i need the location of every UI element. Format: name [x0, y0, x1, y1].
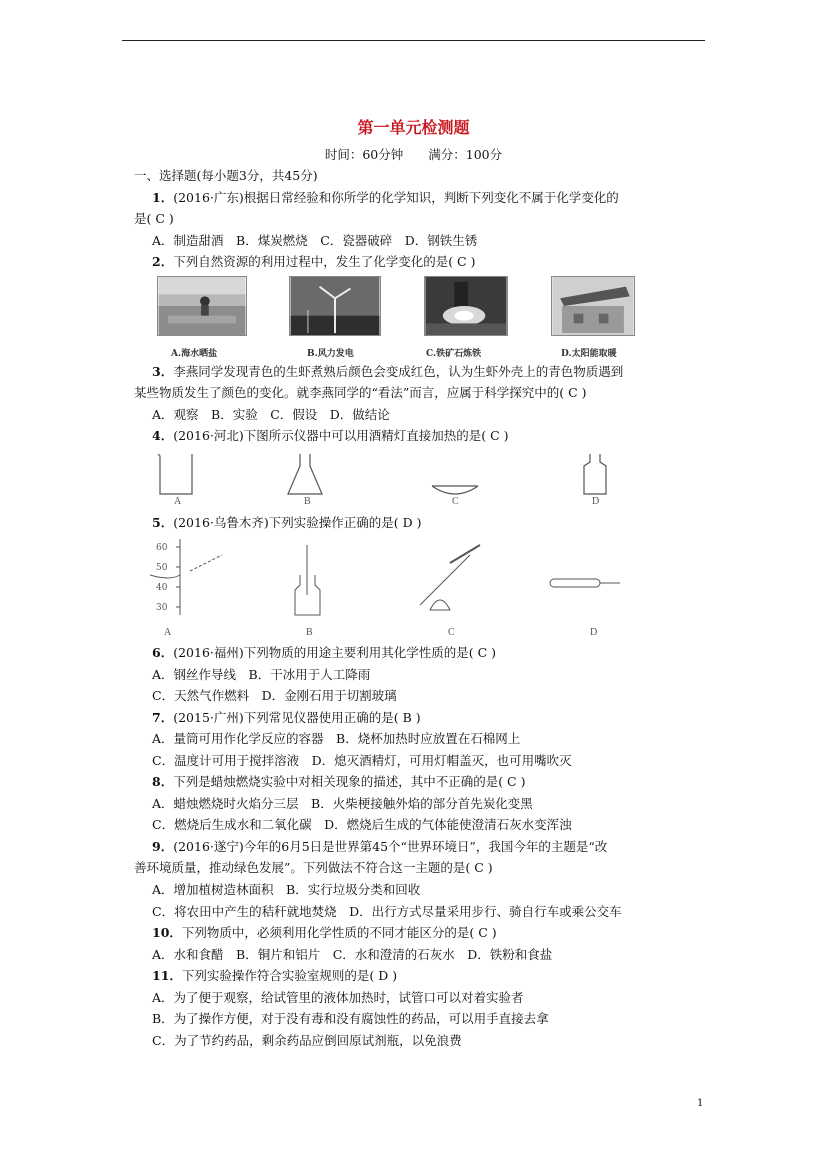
reagent-bottle-icon [584, 454, 606, 494]
question-7-options-1: A．量筒可用作化学反应的容器 B．烧杯加热时应放置在石棉网上 [152, 731, 521, 746]
question-8: 8．下列是蜡烛燃烧实验中对相关现象的描述，其中不正确的是( C ) [152, 774, 526, 789]
svg-text:30: 30 [156, 603, 168, 613]
exam-info: 时间：60分钟 满分：100分 [324, 147, 503, 162]
figure-wind-power [289, 276, 381, 359]
svg-text:40: 40 [156, 583, 168, 593]
question-4: 4．(2016·河北)下图所示仪器中可以用酒精灯直接加热的是( C ) [152, 428, 509, 443]
question-10: 10．下列物质中，必须利用化学性质的不同才能区分的是( C ) [152, 925, 497, 940]
question-1-cont: 是( C ) [134, 211, 174, 226]
question-9-options-1: A．增加植树造林面积 B．实行垃圾分类和回收 [152, 882, 421, 897]
question-3: 3．李燕同学发现青色的生虾煮熟后颜色会变成红色，认为生虾外壳上的青色物质遇到 [152, 364, 624, 379]
question-11-options-2: B．为了操作方便，对于没有毒和没有腐蚀性的药品，可以用手直接去拿 [152, 1011, 549, 1026]
question-2: 2．下列自然资源的利用过程中，发生了化学变化的是( C ) [152, 254, 476, 269]
svg-text:50: 50 [156, 563, 168, 573]
question-7-options-2: C．温度计可用于搅拌溶液 D．熄灭酒精灯，可用灯帽盖灭，也可用嘴吹灭 [152, 753, 572, 768]
question-6-options-2: C．天然气作燃料 D．金刚石用于切割玻璃 [152, 688, 397, 703]
question-6-options-1: A．钢丝作导线 B．干冰用于人工降雨 [152, 667, 371, 682]
question-9-options-2: C．将农田中产生的秸秆就地焚烧 D．出行方式尽量采用步行、骑自行车或乘公交车 [152, 904, 622, 919]
test-tube-icon [550, 579, 600, 587]
figure-solar-heating [551, 276, 635, 359]
question-1: 1．(2016·广东)根据日常经验和你所学的化学知识，判断下列变化不属于化学变化的 [152, 190, 619, 205]
caption-d: D.太阳能取暖 [561, 349, 617, 359]
question-11: 11．下列实验操作符合实验室规则的是( D ) [152, 968, 398, 983]
figure-operations [150, 535, 630, 620]
flask-icon [288, 454, 322, 494]
caption-b: B.风力发电 [307, 349, 354, 359]
alcohol-lamp-icon [430, 600, 450, 610]
question-10-options: A．水和食醋 B．铜片和铝片 C．水和澄清的石灰水 D．铁粉和食盐 [152, 947, 553, 962]
question-8-options-1: A．蜡烛燃烧时火焰分三层 B．火柴梗接触外焰的部分首先炭化变黑 [152, 796, 533, 811]
question-5: 5．(2016·乌鲁木齐)下列实验操作正确的是( D ) [152, 515, 422, 530]
page-title: 第一单元检测题 [357, 118, 470, 137]
header-rule [122, 40, 705, 41]
svg-text:60: 60 [156, 543, 168, 553]
section-heading: 一、选择题(每小题3分，共45分) [134, 168, 318, 183]
beaker-icon [158, 454, 192, 494]
question-8-options-2: C．燃烧后生成水和二氧化碳 D．燃烧后生成的气体能使澄清石灰水变浑浊 [152, 817, 572, 832]
page-number: 1 [697, 1098, 704, 1109]
caption-a: A.海水晒盐 [171, 349, 218, 359]
figure-iron-smelting [424, 276, 508, 359]
caption-c: C.铁矿石炼铁 [426, 349, 482, 359]
question-6: 6．(2016·福州)下列物质的用途主要利用其化学性质的是( C ) [152, 645, 497, 660]
question-11-options-1: A．为了便于观察，给试管里的液体加热时，试管口可以对着实验者 [152, 990, 524, 1005]
question-1-options: A．制造甜酒 B．煤炭燃烧 C．瓷器破碎 D．钢铁生锈 [152, 233, 478, 248]
question-7: 7．(2015·广州)下列常见仪器使用正确的是( B ) [152, 710, 421, 725]
figure-instruments [150, 450, 630, 510]
question-11-options-3: C．为了节约药品，剩余药品应倒回原试剂瓶，以免浪费 [152, 1033, 462, 1048]
question-3-cont: 某些物质发生了颜色的变化。就李燕同学的“看法”而言，应属于科学探究中的( C ) [134, 385, 587, 400]
question-9-cont: 善环境质量，推动绿色发展”。下列做法不符合这一主题的是( C ) [134, 860, 493, 875]
evaporating-dish-icon [432, 486, 478, 494]
figure-sea-salt [157, 276, 247, 359]
question-3-options: A．观察 B．实验 C．假设 D．做结论 [152, 407, 390, 422]
question-9: 9．(2016·遂宁)今年的6月5日是世界第45个“世界环境日”，我国今年的主题是“改 [152, 839, 608, 854]
